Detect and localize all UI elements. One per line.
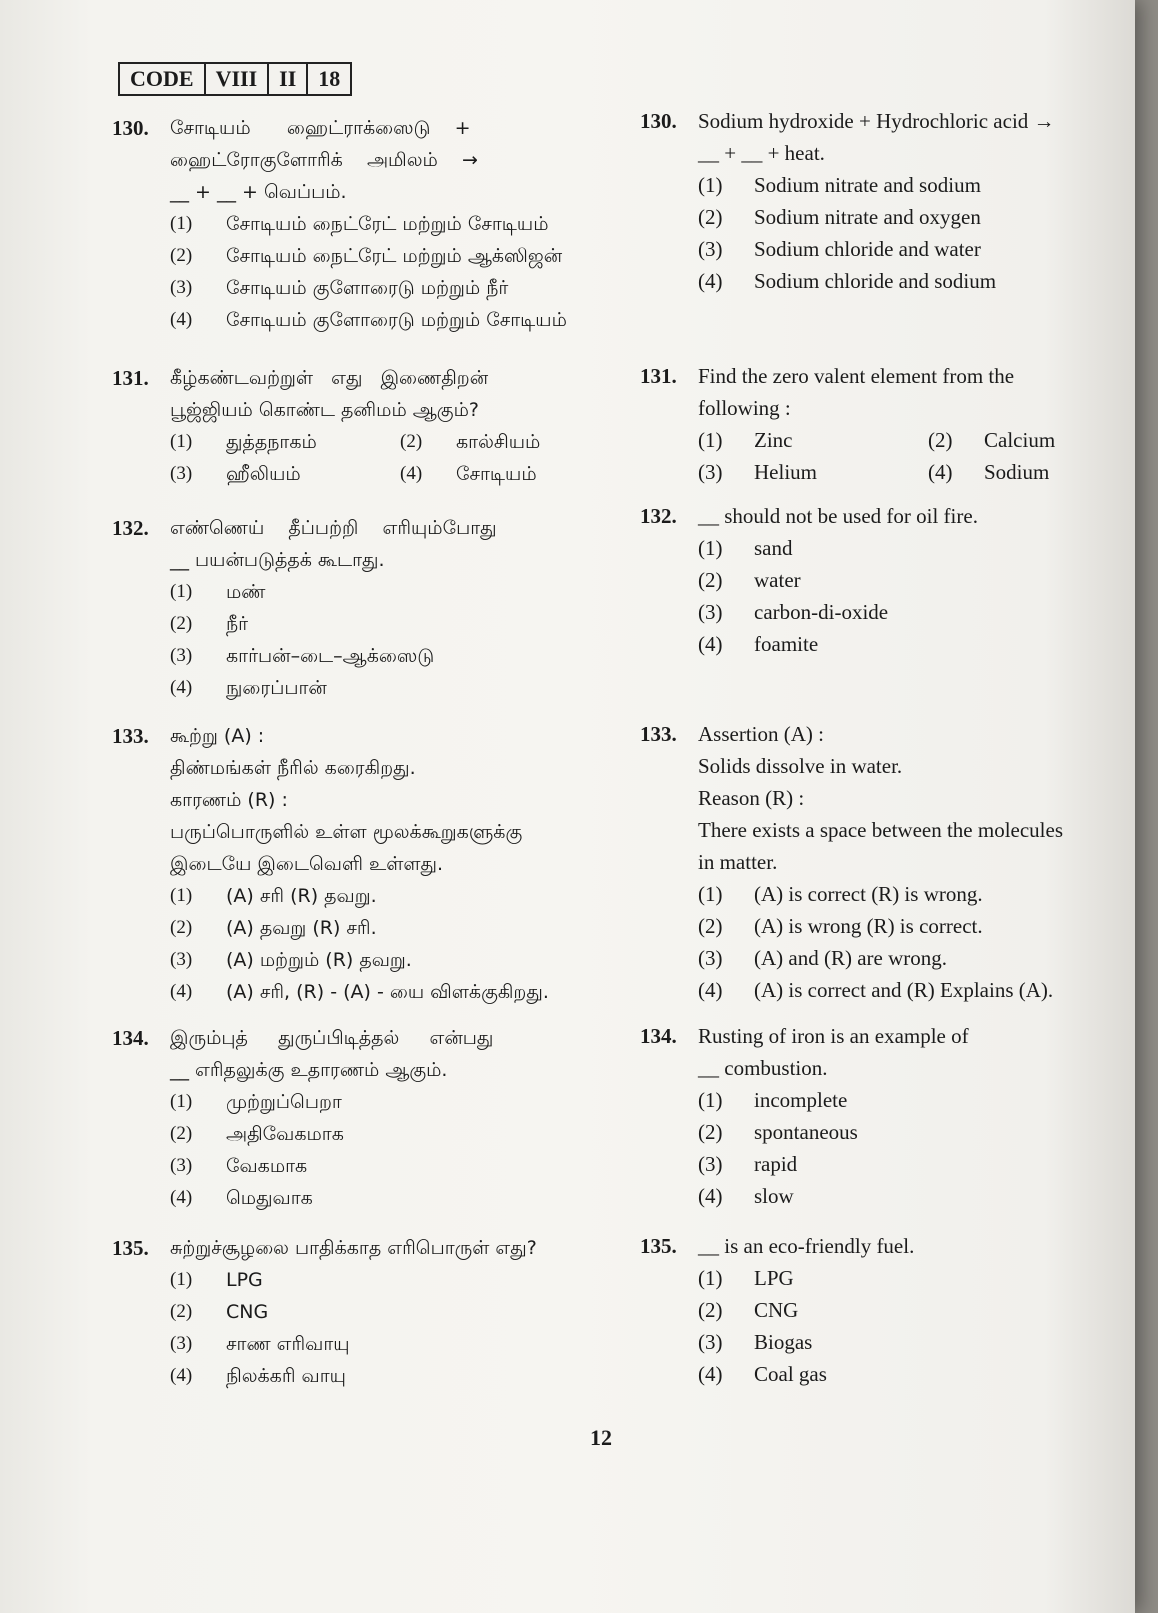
option-number: (3) bbox=[698, 1330, 723, 1354]
option-number: (2) bbox=[698, 914, 723, 938]
option-number: (4) bbox=[170, 981, 193, 1002]
option-number: (2) bbox=[698, 568, 723, 592]
option-text: Sodium chloride and sodium bbox=[754, 269, 997, 293]
option-text: Zinc bbox=[754, 428, 793, 452]
option-text: rapid bbox=[754, 1152, 798, 1176]
option-text: spontaneous bbox=[754, 1120, 858, 1144]
question-number: 135. bbox=[640, 1234, 677, 1258]
option-number: (3) bbox=[170, 1155, 193, 1176]
option-number: (3) bbox=[698, 600, 723, 624]
answer-option bbox=[170, 272, 592, 304]
option-text: (A) மற்றும் (R) தவறு. bbox=[226, 949, 412, 971]
option-number: (1) bbox=[170, 1091, 193, 1112]
answer-option bbox=[698, 628, 1110, 660]
answer-option bbox=[170, 672, 592, 704]
option-number: (3) bbox=[170, 645, 193, 666]
question-number: 134. bbox=[640, 1024, 677, 1048]
option-number: (4) bbox=[698, 632, 723, 656]
question-body bbox=[698, 360, 1110, 488]
code-paper: II bbox=[269, 64, 308, 94]
answer-option bbox=[170, 208, 592, 240]
answer-option bbox=[170, 944, 592, 976]
option-number: (3) bbox=[170, 277, 193, 298]
option-number: (2) bbox=[400, 431, 423, 452]
question-text-line: Sodium hydroxide + Hydrochloric acid → bbox=[698, 109, 1055, 133]
option-number: (1) bbox=[170, 581, 193, 602]
question-body bbox=[170, 1232, 592, 1392]
question-text-line: சோடியம் ஹைட்ராக்ஸைடு + bbox=[170, 117, 471, 139]
option-text: (A) சரி, (R) - (A) - யை விளக்குகிறது. bbox=[226, 981, 549, 1003]
option-number: (1) bbox=[698, 1266, 723, 1290]
option-text: சாண எரிவாயு bbox=[226, 1333, 350, 1355]
answer-option bbox=[698, 1148, 1110, 1180]
option-text: நிலக்கரி வாயு bbox=[226, 1365, 346, 1387]
option-number: (1) bbox=[698, 536, 723, 560]
option-number: (1) bbox=[698, 428, 723, 452]
answer-option bbox=[698, 1294, 1110, 1326]
question-text-line: இடையே இடைவெளி உள்ளது. bbox=[170, 853, 444, 875]
question-text-line: பூஜ்ஜியம் கொண்ட தனிமம் ஆகும்? bbox=[170, 399, 479, 421]
option-text: Helium bbox=[754, 460, 817, 484]
option-number: (1) bbox=[170, 1269, 193, 1290]
question-text-line: காரணம் (R) : bbox=[170, 789, 288, 811]
option-text: Sodium nitrate and oxygen bbox=[754, 205, 981, 229]
answer-option bbox=[698, 1326, 1110, 1358]
question-132 bbox=[640, 500, 1110, 660]
question-body bbox=[170, 112, 592, 336]
option-number: (2) bbox=[698, 1120, 723, 1144]
answer-option bbox=[170, 912, 592, 944]
code-year: 18 bbox=[318, 66, 341, 91]
question-number: 133. bbox=[112, 724, 149, 748]
answer-option bbox=[698, 532, 1110, 564]
option-text: incomplete bbox=[754, 1088, 848, 1112]
question-body bbox=[698, 105, 1110, 297]
options-list bbox=[698, 878, 1110, 1006]
question-body bbox=[170, 720, 592, 1008]
question-body bbox=[698, 1230, 1110, 1390]
answer-option bbox=[170, 1182, 592, 1214]
option-text: துத்தநாகம் bbox=[226, 431, 317, 453]
option-number: (2) bbox=[170, 245, 193, 266]
answer-option bbox=[698, 1358, 1110, 1390]
option-number: (4) bbox=[170, 1187, 193, 1208]
option-number: (1) bbox=[698, 882, 723, 906]
answer-option bbox=[698, 974, 1110, 1006]
option-number: (2) bbox=[170, 613, 193, 634]
question-text-line: ஹைட்ரோகுளோரிக் அமிலம் → bbox=[170, 149, 478, 171]
option-text: சோடியம் bbox=[456, 463, 537, 485]
option-text: (A) is correct (R) is wrong. bbox=[754, 882, 983, 906]
question-133 bbox=[640, 718, 1110, 1006]
answer-option bbox=[698, 564, 1110, 596]
question-body bbox=[698, 1020, 1110, 1212]
answer-option bbox=[170, 608, 592, 640]
options-list bbox=[170, 880, 592, 1008]
option-text: slow bbox=[754, 1184, 794, 1208]
option-text: Coal gas bbox=[754, 1362, 827, 1386]
option-number: (3) bbox=[698, 237, 723, 261]
answer-option bbox=[698, 1084, 1110, 1116]
answer-option bbox=[698, 1180, 1110, 1212]
option-text: (A) is wrong (R) is correct. bbox=[754, 914, 983, 938]
answer-option bbox=[400, 426, 600, 458]
answer-option bbox=[170, 426, 400, 458]
option-number: (1) bbox=[698, 173, 723, 197]
answer-option bbox=[170, 304, 592, 336]
options-list bbox=[170, 426, 592, 490]
code-class: VIII bbox=[206, 64, 270, 94]
question-135 bbox=[112, 1232, 592, 1392]
option-text: நீர் bbox=[226, 613, 249, 635]
question-text-line: Reason (R) : bbox=[698, 786, 805, 810]
option-text: Sodium bbox=[984, 460, 1050, 484]
question-body bbox=[170, 1022, 592, 1214]
option-text: foamite bbox=[754, 632, 819, 656]
option-text: ஹீலியம் bbox=[226, 463, 301, 485]
question-130 bbox=[112, 112, 592, 336]
option-number: (1) bbox=[170, 885, 193, 906]
option-text: சோடியம் குளோரைடு மற்றும் சோடியம் bbox=[226, 309, 567, 331]
option-text: Sodium nitrate and sodium bbox=[754, 173, 981, 197]
option-number: (3) bbox=[698, 1152, 723, 1176]
answer-option bbox=[170, 1086, 592, 1118]
question-text-line: Solids dissolve in water. bbox=[698, 754, 903, 778]
question-body bbox=[170, 512, 592, 704]
answer-option bbox=[170, 1328, 592, 1360]
question-text-line: __ எரிதலுக்கு உதாரணம் ஆகும். bbox=[170, 1059, 448, 1081]
answer-option bbox=[170, 1360, 592, 1392]
answer-option bbox=[698, 910, 1110, 942]
options-list bbox=[170, 1264, 592, 1392]
option-number: (4) bbox=[698, 1184, 723, 1208]
option-text: மண் bbox=[226, 581, 266, 603]
question-number: 134. bbox=[112, 1026, 149, 1050]
option-number: (2) bbox=[698, 205, 723, 229]
question-body bbox=[170, 362, 592, 490]
answer-option bbox=[698, 169, 1110, 201]
option-number: (3) bbox=[698, 946, 723, 970]
option-number: (4) bbox=[698, 978, 723, 1002]
question-text-line: __ + __ + heat. bbox=[698, 141, 825, 165]
question-text-line: சுற்றுச்சூழலை பாதிக்காத எரிபொருள் எது? bbox=[170, 1237, 537, 1259]
option-number: (4) bbox=[400, 463, 423, 484]
answer-option bbox=[928, 456, 1128, 488]
option-text: Calcium bbox=[984, 428, 1056, 452]
question-text-line: பருப்பொருளில் உள்ள மூலக்கூறுகளுக்கு bbox=[170, 821, 523, 843]
option-text: சோடியம் நைட்ரேட் மற்றும் ஆக்ஸிஜன் bbox=[226, 245, 563, 267]
code-label: CODE bbox=[120, 64, 206, 94]
answer-option bbox=[698, 942, 1110, 974]
option-number: (2) bbox=[170, 1123, 193, 1144]
answer-option bbox=[170, 576, 592, 608]
option-text: CNG bbox=[226, 1301, 269, 1323]
question-132 bbox=[112, 512, 592, 704]
question-number: 130. bbox=[640, 109, 677, 133]
option-text: (A) தவறு (R) சரி. bbox=[226, 917, 377, 939]
option-text: (A) is correct and (R) Explains (A). bbox=[754, 978, 1054, 1002]
paper-code-box bbox=[118, 62, 352, 96]
question-131 bbox=[640, 360, 1110, 488]
answer-option bbox=[170, 1264, 592, 1296]
option-text: கார்பன்–டை–ஆக்ஸைடு bbox=[226, 645, 435, 667]
option-text: sand bbox=[754, 536, 793, 560]
option-number: (3) bbox=[698, 460, 723, 484]
question-number: 132. bbox=[640, 504, 677, 528]
answer-option bbox=[698, 424, 928, 456]
option-text: (A) சரி (R) தவறு. bbox=[226, 885, 377, 907]
question-number: 133. bbox=[640, 722, 677, 746]
option-text: மெதுவாக bbox=[226, 1187, 313, 1209]
answer-option bbox=[170, 880, 592, 912]
option-number: (2) bbox=[928, 428, 953, 452]
option-text: கால்சியம் bbox=[456, 431, 541, 453]
option-text: Biogas bbox=[754, 1330, 813, 1354]
option-text: carbon-di-oxide bbox=[754, 600, 889, 624]
option-text: முற்றுப்பெறா bbox=[226, 1091, 342, 1113]
answer-option bbox=[698, 596, 1110, 628]
answer-option bbox=[400, 458, 600, 490]
option-text: LPG bbox=[226, 1269, 263, 1291]
question-number: 132. bbox=[112, 516, 149, 540]
option-number: (4) bbox=[170, 1365, 193, 1386]
question-number: 131. bbox=[112, 366, 149, 390]
question-131 bbox=[112, 362, 592, 490]
options-list bbox=[170, 1086, 592, 1214]
question-body bbox=[698, 500, 1110, 660]
question-number: 130. bbox=[112, 116, 149, 140]
question-134 bbox=[640, 1020, 1110, 1212]
question-text-line: __ + __ + வெப்பம். bbox=[170, 181, 347, 203]
option-text: water bbox=[754, 568, 801, 592]
question-number: 135. bbox=[112, 1236, 149, 1260]
option-text: நுரைப்பான் bbox=[226, 677, 327, 699]
options-list bbox=[170, 576, 592, 704]
answer-option bbox=[698, 1262, 1110, 1294]
option-number: (1) bbox=[170, 431, 193, 452]
option-number: (3) bbox=[170, 1333, 193, 1354]
answer-option bbox=[170, 1118, 592, 1150]
option-text: சோடியம் குளோரைடு மற்றும் நீர் bbox=[226, 277, 509, 299]
option-number: (2) bbox=[170, 1301, 193, 1322]
question-text-line: in matter. bbox=[698, 850, 778, 874]
option-number: (1) bbox=[170, 213, 193, 234]
answer-option bbox=[170, 240, 592, 272]
answer-option bbox=[170, 458, 400, 490]
option-number: (2) bbox=[698, 1298, 723, 1322]
question-text-line: எண்ணெய் தீப்பற்றி எரியும்போது bbox=[170, 517, 497, 539]
answer-option bbox=[698, 233, 1110, 265]
options-list bbox=[698, 424, 1110, 488]
answer-option bbox=[928, 424, 1128, 456]
question-130 bbox=[640, 105, 1110, 297]
options-list bbox=[170, 208, 592, 336]
options-list bbox=[698, 169, 1110, 297]
option-number: (4) bbox=[928, 460, 953, 484]
option-text: Sodium chloride and water bbox=[754, 237, 981, 261]
option-number: (3) bbox=[170, 949, 193, 970]
option-number: (2) bbox=[170, 917, 193, 938]
option-number: (4) bbox=[170, 309, 193, 330]
question-133 bbox=[112, 720, 592, 1008]
question-text-line: following : bbox=[698, 396, 791, 420]
option-number: (3) bbox=[170, 463, 193, 484]
question-134 bbox=[112, 1022, 592, 1214]
options-list bbox=[698, 1084, 1110, 1212]
question-text-line: Rusting of iron is an example of bbox=[698, 1024, 969, 1048]
option-text: (A) and (R) are wrong. bbox=[754, 946, 948, 970]
question-text-line: Find the zero valent element from the bbox=[698, 364, 1015, 388]
option-text: LPG bbox=[754, 1266, 794, 1290]
option-number: (4) bbox=[170, 677, 193, 698]
question-135 bbox=[640, 1230, 1110, 1390]
option-text: அதிவேகமாக bbox=[226, 1123, 344, 1145]
question-text-line: __ பயன்படுத்தக் கூடாது. bbox=[170, 549, 385, 571]
option-text: சோடியம் நைட்ரேட் மற்றும் சோடியம் bbox=[226, 213, 549, 235]
question-text-line: இரும்புத் துருப்பிடித்தல் என்பது bbox=[170, 1027, 494, 1049]
answer-option bbox=[170, 976, 592, 1008]
answer-option bbox=[170, 640, 592, 672]
question-number: 131. bbox=[640, 364, 677, 388]
question-text-line: __ should not be used for oil fire. bbox=[698, 504, 978, 528]
answer-option bbox=[698, 265, 1110, 297]
question-text-line: திண்மங்கள் நீரில் கரைகிறது. bbox=[170, 757, 416, 779]
question-text-line: Assertion (A) : bbox=[698, 722, 824, 746]
options-list bbox=[698, 532, 1110, 660]
answer-option bbox=[698, 456, 928, 488]
answer-option bbox=[698, 878, 1110, 910]
option-number: (1) bbox=[698, 1088, 723, 1112]
question-text-line: __ is an eco-friendly fuel. bbox=[698, 1234, 915, 1258]
options-list bbox=[698, 1262, 1110, 1390]
option-text: வேகமாக bbox=[226, 1155, 308, 1177]
option-number: (4) bbox=[698, 269, 723, 293]
question-body bbox=[698, 718, 1110, 1006]
question-text-line: __ combustion. bbox=[698, 1056, 828, 1080]
option-number: (4) bbox=[698, 1362, 723, 1386]
option-text: CNG bbox=[754, 1298, 799, 1322]
question-text-line: There exists a space between the molecules bbox=[698, 818, 1064, 842]
answer-option bbox=[170, 1150, 592, 1182]
answer-option bbox=[698, 1116, 1110, 1148]
answer-option bbox=[698, 201, 1110, 233]
answer-option bbox=[170, 1296, 592, 1328]
page-number: 12 bbox=[590, 1425, 612, 1450]
question-text-line: கீழ்கண்டவற்றுள் எது இணைதிறன் bbox=[170, 367, 489, 389]
question-text-line: கூற்று (A) : bbox=[170, 725, 265, 747]
